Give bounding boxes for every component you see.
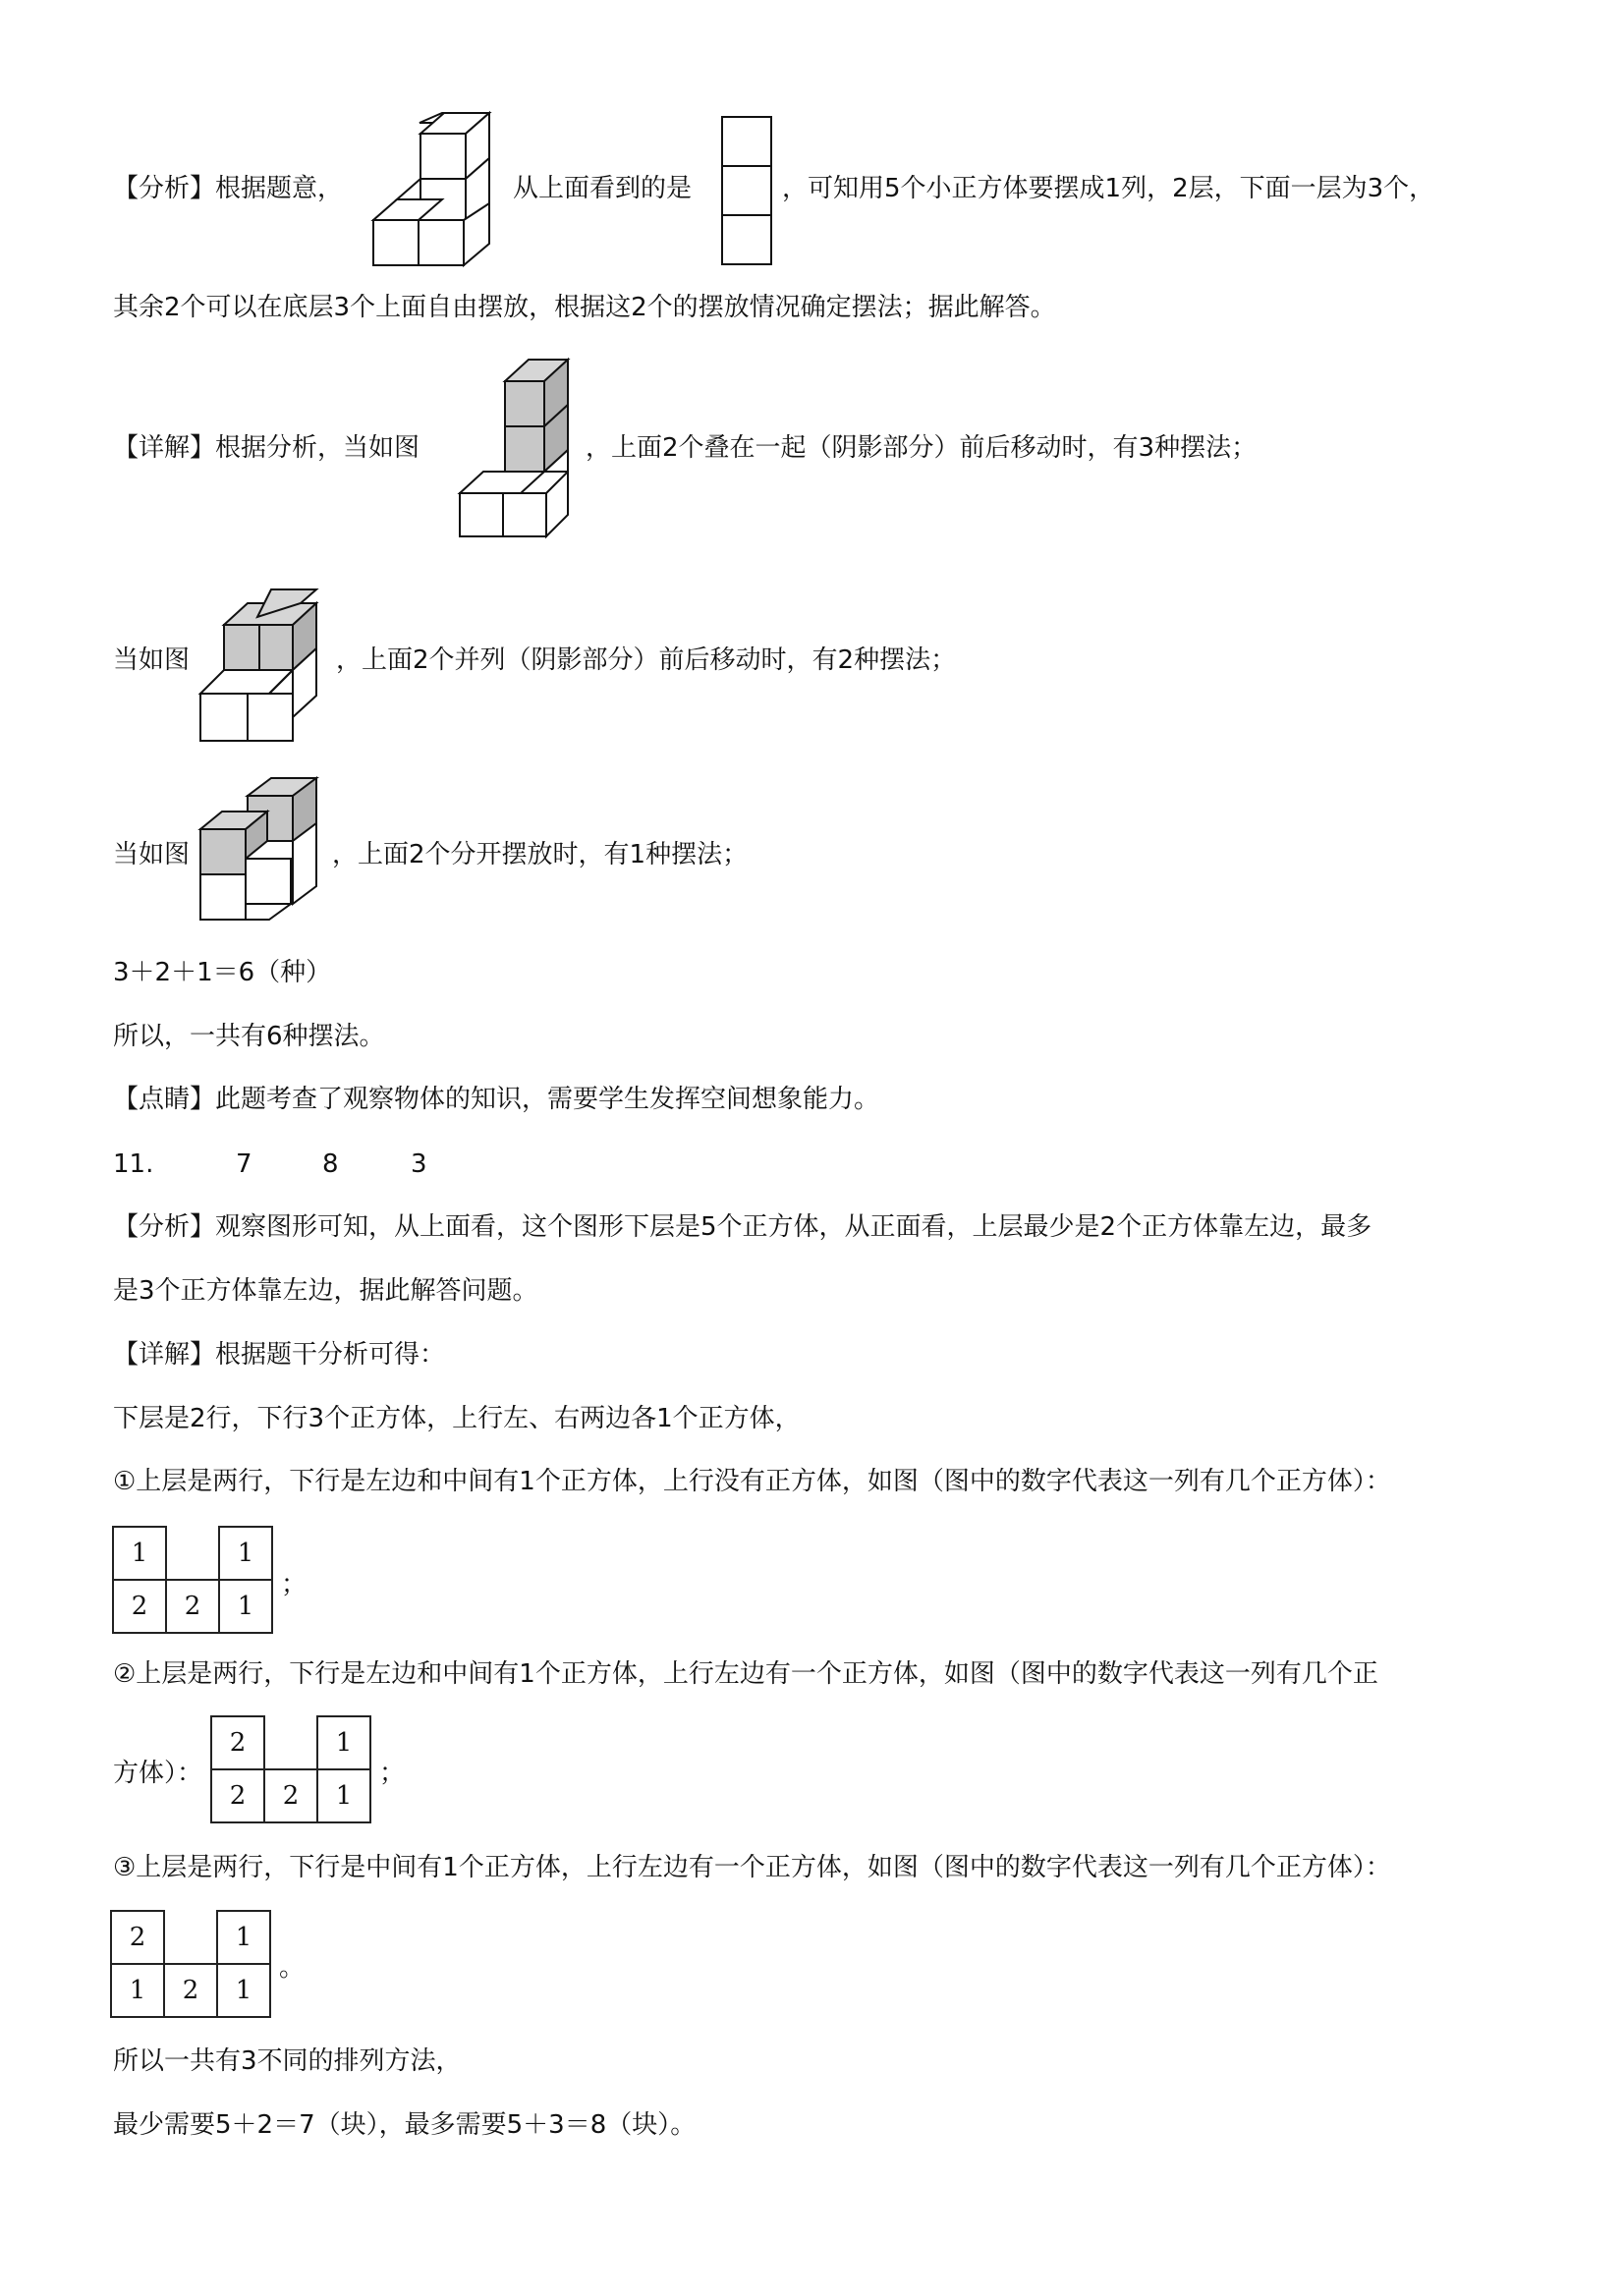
top-view-column [721, 116, 772, 265]
analysis-line2: 其余2个可以在底层3个上面自由摆放，根据这2个的摆放情况确定摆法；据此解答。 [113, 293, 1056, 322]
case2-prefix: 当如图 [113, 645, 191, 675]
detail2-opt3: ③上层是两行，下行是中间有1个正方体，上行左边有一个正方体，如图（图中的数字代表这一列有几个正方体）： [113, 1853, 1391, 1882]
conclusion-line: 所以一共有3不同的排列方法， [113, 2046, 462, 2076]
grid-option-2 [210, 1715, 371, 1823]
grid-option-1 [112, 1526, 273, 1634]
detail1-prefix: 【详解】根据分析，当如图 [113, 433, 420, 463]
grid1-cell: 2 [113, 1580, 166, 1633]
calc-line: 3＋2＋1＝6（种） [113, 958, 332, 987]
comment-line: 【点睛】此题考查了观察物体的知识，需要学生发挥空间想象能力。 [113, 1085, 880, 1114]
grid1-cell: 1 [113, 1527, 166, 1580]
grid2-cell: 2 [264, 1769, 317, 1822]
opt2-end: ； [379, 1759, 406, 1788]
opt3-end: 。 [279, 1953, 306, 1983]
grid3-cell-empty [164, 1911, 217, 1964]
grid1-cell: 2 [166, 1580, 219, 1633]
grid3-cell: 1 [217, 1911, 270, 1964]
detail2-intro: 【详解】根据题干分析可得： [113, 1340, 446, 1370]
grid2-cell: 1 [317, 1716, 370, 1769]
grid3-cell: 1 [217, 1964, 270, 2017]
case3-suffix: ，上面2个分开摆放时，有1种摆法； [332, 840, 749, 869]
grid-option-3 [110, 1910, 271, 2018]
q11-answer-2: 8 [322, 1149, 339, 1179]
analysis-mid: 从上面看到的是 [513, 174, 693, 203]
analysis-suffix: ，可知用5个小正方体要摆成1列，2层，下面一层为3个， [782, 174, 1435, 203]
q11-number: 11. [113, 1149, 154, 1179]
grid1-cell: 1 [219, 1580, 272, 1633]
final-line: 最少需要5＋2＝7（块），最多需要5＋3＝8（块）。 [113, 2110, 697, 2140]
grid2-cell-empty [264, 1716, 317, 1769]
cube-figure-side-by-side [198, 588, 324, 743]
grid3-cell: 2 [111, 1911, 164, 1964]
total-line: 所以，一共有6种摆法。 [113, 1022, 385, 1051]
grid1-cell-empty [166, 1527, 219, 1580]
grid3-cell: 2 [164, 1964, 217, 2017]
grid1-cell: 1 [219, 1527, 272, 1580]
grid3-cell: 1 [111, 1964, 164, 2017]
detail2-opt2b: 方体）： [113, 1759, 203, 1788]
analysis2-line2: 是3个正方体靠左边，据此解答问题。 [113, 1276, 538, 1306]
cube-figure-stacked [458, 358, 578, 538]
grid2-cell: 2 [211, 1769, 264, 1822]
case2-suffix: ，上面2个并列（阴影部分）前后移动时，有2种摆法； [336, 645, 957, 675]
opt1-end: ； [281, 1570, 308, 1599]
case3-prefix: 当如图 [113, 840, 191, 869]
detail1-suffix: ，上面2个叠在一起（阴影部分）前后移动时，有3种摆法； [586, 433, 1258, 463]
grid2-cell: 2 [211, 1716, 264, 1769]
analysis-prefix: 【分析】根据题意， [113, 174, 344, 203]
detail2-lower: 下层是2行，下行3个正方体，上行左、右两边各1个正方体， [113, 1404, 801, 1433]
analysis2-line1: 【分析】观察图形可知，从上面看，这个图形下层是5个正方体，从正面看，上层最少是2个正方体靠左边，最多 [113, 1212, 1372, 1242]
detail2-opt1: ①上层是两行，下行是左边和中间有1个正方体，上行没有正方体，如图（图中的数字代表这一列有几个正方体）： [113, 1467, 1391, 1496]
q11-answer-3: 3 [411, 1149, 427, 1179]
grid2-cell: 1 [317, 1769, 370, 1822]
cube-figure-separated [198, 776, 322, 929]
detail2-opt2a: ②上层是两行，下行是左边和中间有1个正方体，上行左边有一个正方体，如图（图中的数字代表这一列有几个正 [113, 1659, 1378, 1689]
q11-answer-1: 7 [236, 1149, 252, 1179]
cube-figure-main [371, 111, 491, 268]
